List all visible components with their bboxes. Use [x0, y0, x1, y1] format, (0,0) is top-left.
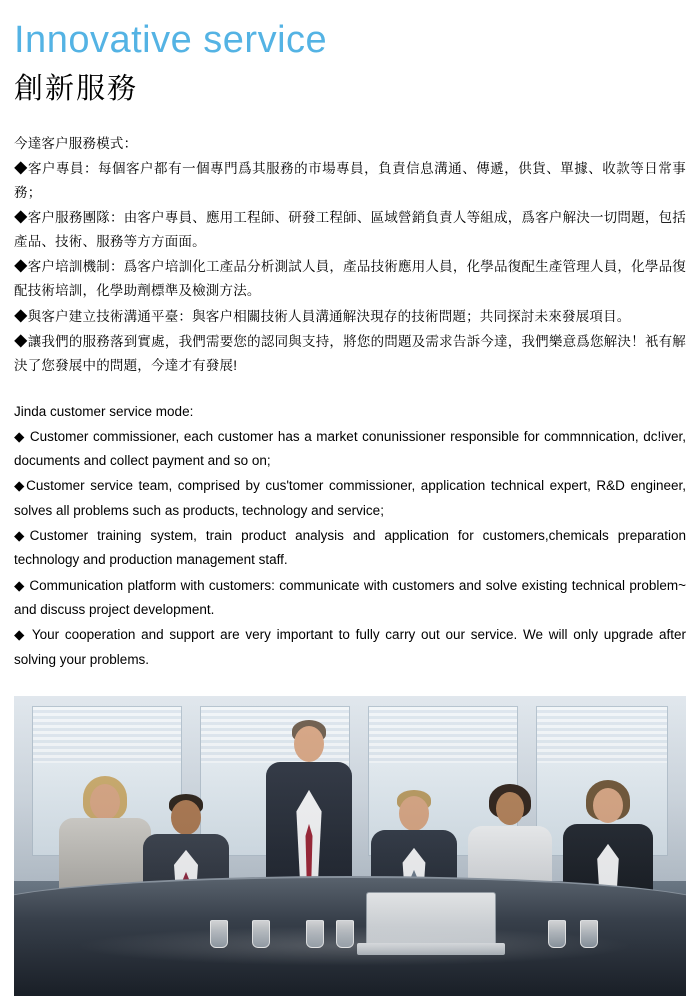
chinese-paragraph: ◆客户專員：每個客户都有一個專門爲其服務的市場專員，負責信息溝通、傳遞，供貨、單據、收款等日常事務； — [14, 161, 686, 201]
meeting-photo — [14, 696, 686, 996]
chinese-paragraph: ◆客户培訓機制：爲客户培訓化工產品分析測試人員，產品技術應用人員，化學品復配生產管理人員，化學品復配技術培訓，化學助劑標準及檢測方法。 — [14, 259, 686, 299]
english-intro: Jinda customer service mode: — [14, 403, 194, 419]
photo-person-head — [90, 784, 120, 820]
chinese-paragraph: ◆讓我們的服務落到實處，我們需要您的認同與支持，將您的問題及需求告訴今達，我們樂意爲您解決！衹有解決了您發展中的問題，今達才有發展! — [14, 333, 686, 373]
page-root — [0, 18, 700, 1008]
english-paragraph: ◆Customer training system, train product analysis and application for customers,chemicals preparation technology and production management staff. — [14, 528, 686, 568]
english-paragraph: ◆Customer service team, comprised by cus'tomer commissioner, application technical expert, R&D engineer, solves all problems such as products, technology and service; — [14, 478, 686, 518]
english-paragraph: ◆ Customer commissioner, each customer has a market conunissioner responsible for commnnication, dc!iver, documents and collect payment and so on; — [14, 428, 686, 469]
photo-blind — [537, 707, 667, 763]
photo-table-glare — [74, 926, 634, 966]
page-title-english: Innovative service — [14, 19, 328, 61]
photo-person-head — [294, 726, 324, 762]
photo-person-head — [171, 800, 201, 835]
photo-blind — [33, 707, 181, 763]
chinese-content-block — [14, 132, 686, 377]
chinese-paragraph: ◆客户服務團隊：由客户專員、應用工程師、研發工程師、區域營銷負責人等組成，爲客户解決一切問題，包括產品、技術、服務等方方面面。 — [14, 210, 686, 250]
photo-person-head — [593, 788, 623, 823]
english-content-block — [14, 400, 686, 672]
chinese-paragraph: ◆與客户建立技術溝通平臺：與客户相關技術人員溝通解決現存的技術問題；共同探討未來發展項目。 — [14, 308, 631, 324]
photo-blind — [369, 707, 517, 763]
english-paragraph: ◆ Your cooperation and support are very important to fully carry out our service. We will only upgrade after solving your problems. — [14, 627, 686, 667]
chinese-intro: 今達客户服務模式： — [14, 136, 138, 152]
page-title-chinese: 創新服務 — [14, 72, 139, 105]
photo-person-head — [496, 792, 524, 825]
english-paragraph: ◆ Communication platform with customers: communicate with customers and solve existing technical problem~ and discuss project development. — [14, 577, 686, 617]
photo-person-head — [399, 796, 429, 831]
